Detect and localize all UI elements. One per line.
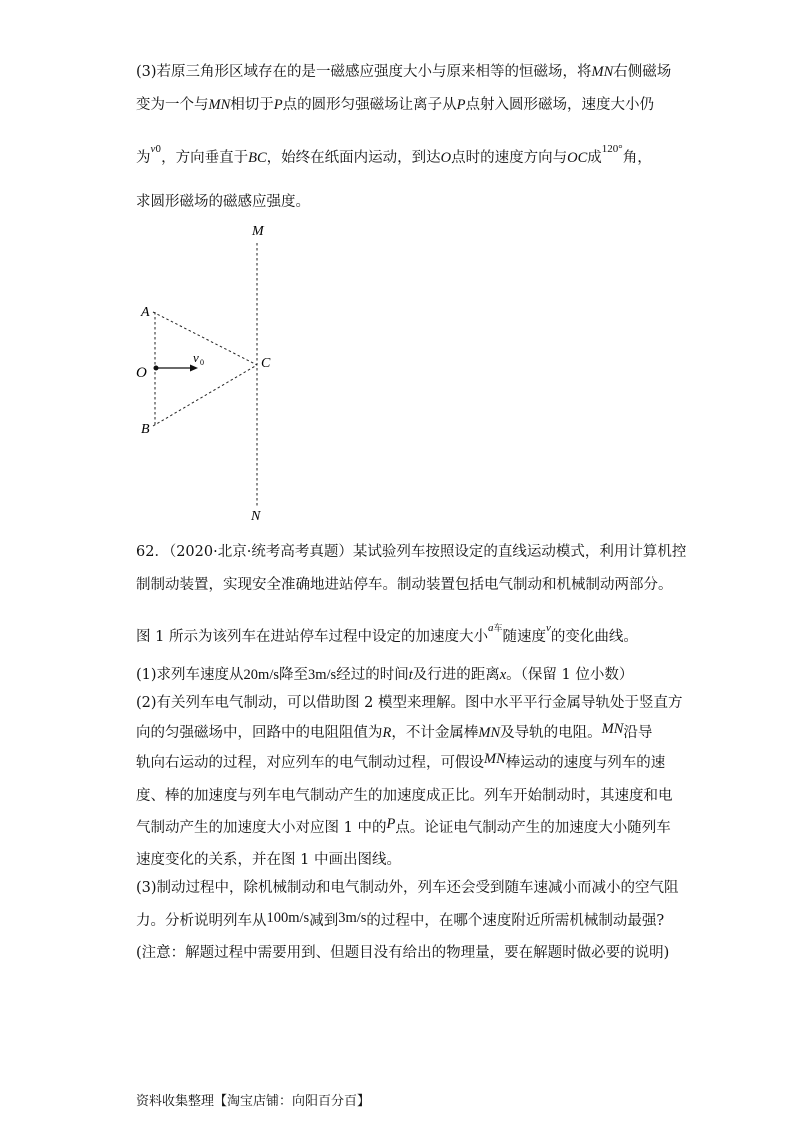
q3-line-4: 求圆形磁场的磁感应强度。	[136, 194, 310, 210]
q62-part3-line-2: 力。分析说明列车从100m/s减到3m/s的过程中，在哪个速度附近所需机械制动最强?	[136, 910, 665, 929]
label-v-sub: 0	[200, 358, 204, 367]
q62-part1: (1)求列车速度从20m/s降至3m/s经过的时间t及行进的距离x。（保留 1 位小数）	[136, 667, 634, 683]
physics-figure	[120, 215, 320, 525]
v0-symbol: v0	[150, 143, 162, 155]
q62-line-2: 制制动装置，实现安全准确地进站停车。制动装置包括电气制动和机械制动两部分。	[136, 577, 673, 593]
label-a: A	[141, 305, 150, 320]
q62-part3-line-3: (注意：解题过程中需要用到、但题目没有给出的物理量，要在解题时做必要的说明)	[136, 945, 670, 961]
q3-line-1: (3)若原三角形区域存在的是一磁感应强度大小与原来相等的恒磁场，将MN右侧磁场	[136, 64, 672, 80]
q3-line-3: 为$^{v0}$，方向垂直于BC，始终在纸面内运动，到达O点时的速度方向与OC成$^{120^\circ}$角，	[136, 143, 652, 166]
footer-source: 资料收集整理【淘宝店铺：向阳百分百】	[136, 1094, 371, 1109]
label-b: B	[141, 422, 150, 437]
q62-part2-line-4: 度、棒的加速度与列车电气制动产生的加速度成正比。列车开始制动时，其速度和电	[136, 788, 673, 804]
q62-part2-line-5: 气制动产生的加速度大小对应图 1 中的P点。论证电气制动产生的加速度大小随列车	[136, 816, 671, 836]
q62-part3-line-1: (3)制动过程中，除机械制动和电气制动外，列车还会受到随车速减小而减小的空气阻	[136, 880, 679, 896]
label-n: N	[251, 509, 261, 524]
q62-line-1: 62．（2020·北京·统考高考真题）某试验列车按照设定的直线运动模式，利用计算机控	[136, 544, 687, 560]
q62-part2-line-2: 向的匀强磁场中，回路中的电阻阻值为R，不计金属棒MN及导轨的电阻。MN沿导	[136, 721, 653, 741]
q62-line-3: 图 1 所示为该列车在进站停车过程中设定的加速度大小$^{a车}$随速度$^v$的变化曲线。	[136, 622, 638, 645]
q3-line-2: 变为一个与MN相切于P点的圆形匀强磁场让离子从P点射入圆形磁场，速度大小仍	[136, 97, 654, 113]
angle-value: 120°	[601, 143, 623, 155]
label-c: C	[261, 356, 271, 371]
q62-part2-line-1: (2)有关列车电气制动，可以借助图 2 模型来理解。图中水平平行金属导轨处于竖直方	[136, 695, 683, 711]
triangle-side-ac	[153, 312, 257, 365]
q62-part2-line-3: 轨向右运动的过程，对应列车的电气制动过程，可假设MN棒运动的速度与列车的速	[136, 751, 666, 771]
velocity-arrow-head	[190, 365, 198, 372]
label-m: M	[252, 224, 264, 239]
label-v: v	[193, 350, 199, 365]
label-o: O	[136, 365, 147, 381]
a-car-symbol: a车	[487, 622, 503, 634]
triangle-side-bc	[153, 365, 257, 426]
q62-part2-line-6: 速度变化的关系，并在图 1 中画出图线。	[136, 852, 401, 868]
v-symbol: v	[545, 622, 551, 634]
